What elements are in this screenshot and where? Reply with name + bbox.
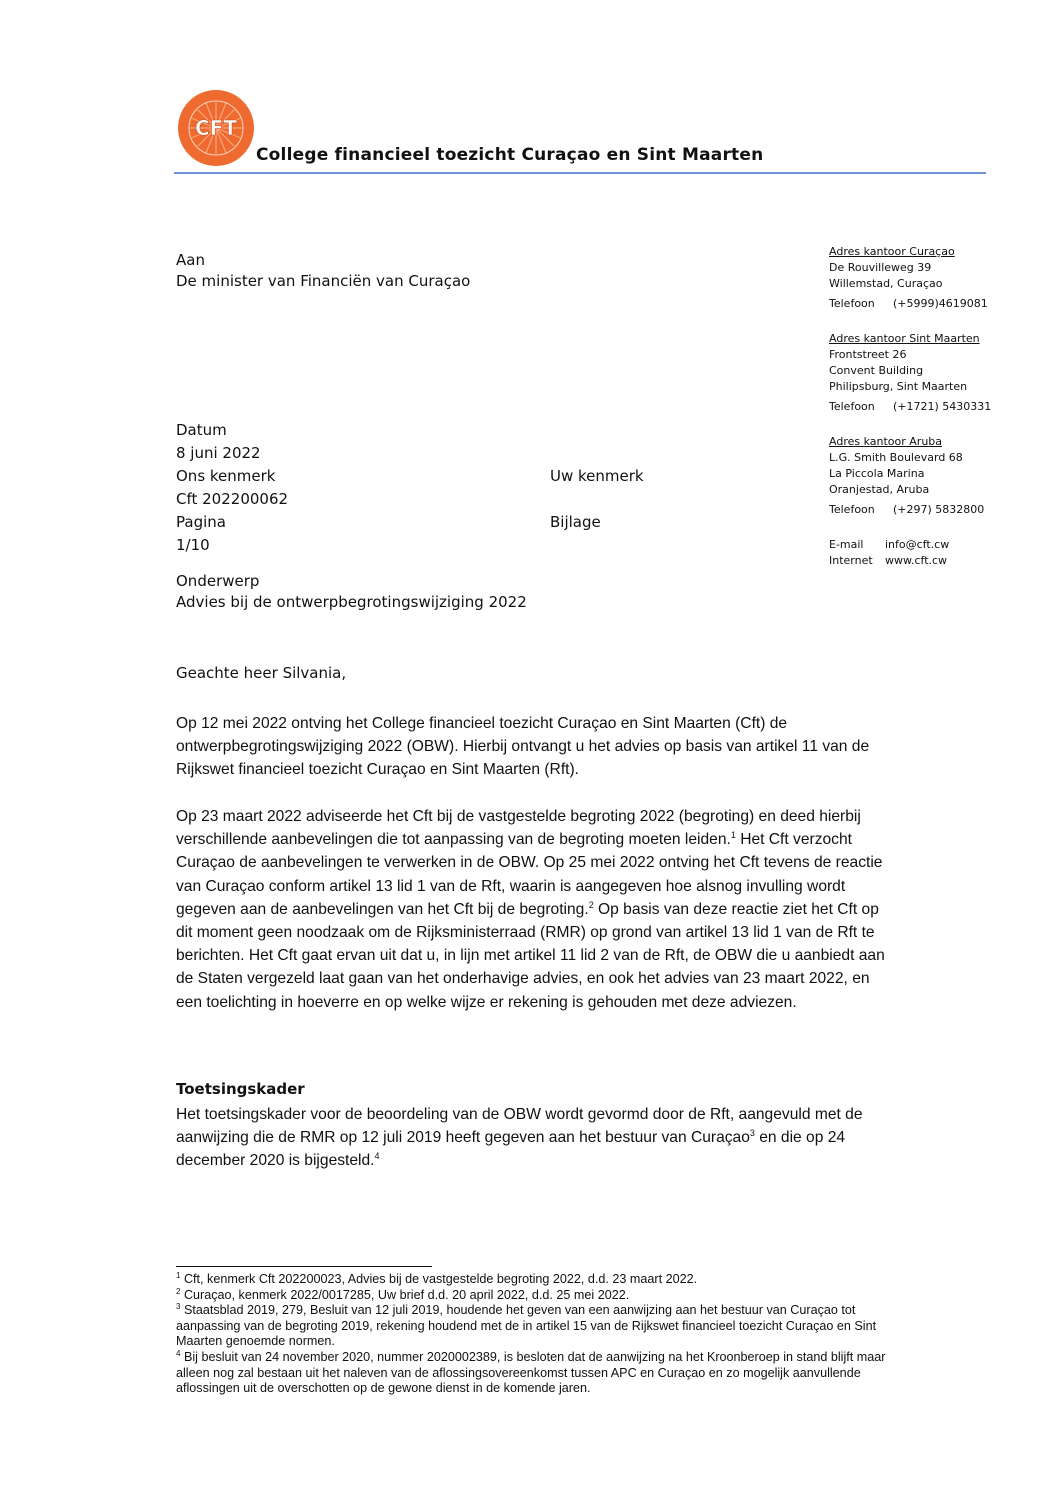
svg-text:CFT: CFT	[195, 116, 237, 140]
address-line: Frontstreet 26	[829, 348, 907, 361]
footnote-item: $^3$ Staatsblad 2019, 279, Besluit van 12 juli 2019, houdende het geven van een aanwijzing aan het bestuur van Curaçao tot aanpassing van de begroting 2019, rekening houdend met de in artikel 15 van de Rijkswet financieel toezicht Curaçao en Sint Maarten genoemde normen.	[176, 1302, 877, 1349]
attachment-label: Bijlage	[550, 513, 601, 531]
footnote-ref[interactable]: 4	[374, 1151, 380, 1162]
footnote-divider	[176, 1266, 432, 1267]
address-sint-maarten	[829, 331, 991, 415]
address-aruba	[829, 434, 984, 518]
recipient-block	[176, 250, 470, 292]
page-value: 1/10	[176, 536, 210, 554]
footnote-ref[interactable]: 3	[749, 1128, 755, 1139]
date-value: 8 juni 2022	[176, 444, 261, 462]
footnote-item: $^1$ Cft, kenmerk Cft 202200023, Advies bij de vastgestelde begroting 2022, d.d. 23 maart 2022.	[176, 1270, 698, 1286]
page-label: Pagina	[176, 513, 226, 531]
address-title: Adres kantoor Sint Maarten	[829, 332, 980, 345]
recipient-label: Aan	[176, 251, 205, 269]
footnote-item: $^2$ Curaçao, kenmerk 2022/0017285, Uw brief d.d. 20 april 2022, d.d. 25 mei 2022.	[176, 1286, 630, 1302]
internet-label: Internet	[829, 554, 873, 567]
your-ref-label: Uw kenmerk	[550, 467, 644, 485]
phone-label: Telefoon	[829, 400, 875, 413]
footnote-item: $^4$ Bij besluit van 24 november 2020, nummer 2020002389, is besloten dat de aanwijzing na het Kroonberoep in stand blijft maar alleen nog zal bestaan uit het naleven van de aflossingsovereenkomst tussen APC en Curaçao en zo mogelijk aanvullende aflossingen uit de overschotten op de gewone dienst in de komende jaren.	[176, 1348, 886, 1396]
recipient-name: De minister van Financiën van Curaçao	[176, 272, 471, 290]
paragraph-3: Het toetsingskader voor de beoordeling van de OBW wordt gevormd door de Rft, aangevuld met de aanwijzing die de RMR op 12 juli 2019 heeft gegeven aan het bestuur van Curaçao$^3$ en die op 24 december 2020 is bijgesteld.$^4$	[176, 1106, 863, 1170]
organization-name: College financieel toezicht Curaçao en Sint Maarten	[256, 145, 764, 165]
date-label: Datum	[176, 421, 227, 439]
phone-label: Telefoon	[829, 297, 875, 310]
phone-label: Telefoon	[829, 503, 875, 516]
our-ref-label: Ons kenmerk	[176, 467, 276, 485]
address-title: Adres kantoor Curaçao	[829, 245, 955, 258]
cft-logo	[176, 88, 256, 168]
address-line: La Piccola Marina	[829, 467, 925, 480]
address-line: Philipsburg, Sint Maarten	[829, 380, 968, 393]
website-link[interactable]: www.cft.cw	[885, 554, 948, 567]
paragraph-2: Op 23 maart 2022 adviseerde het Cft bij de vastgestelde begroting 2022 (begroting) en deed hierbij verschillende aanbevelingen die tot aanpassing van de begroting moeten leiden.$^1$ Het Cft verzocht Curaçao de aanbevelingen te verwerken in de OBW. Op 25 mei 2022 ontving het Cft tevens de reactie van Curaçao conform artikel 13 lid 1 van de Rft, waarin is aangegeven hoe alsnog invulling wordt gegeven aan de aanbevelingen van het Cft bij de begroting.$^2$ Op basis van deze reactie ziet het Cft op dit moment geen noodzaak om de Rijksministerraad (RMR) op grond van artikel 13 lid 1 van de Rft te berichten. Het Cft gaat ervan uit dat u, in lijn met artikel 11 lid 2 van de Rft, de OBW die u aanbiedt aan de Staten vergezeld laat gaan van het onderhavige advies, en ook het advies van 23 maart 2022, en een toelichting in hoeverre en op welke wijze er rekening is gehouden met deze adviezen.	[176, 808, 885, 1011]
header-divider	[174, 172, 986, 174]
phone-number: (+1721) 5430331	[893, 400, 992, 413]
phone-number: (+297) 5832800	[893, 503, 985, 516]
address-curacao	[829, 244, 988, 312]
contact-info	[829, 537, 949, 569]
email-link[interactable]: info@cft.cw	[885, 538, 950, 551]
address-line: Oranjestad, Aruba	[829, 483, 930, 496]
address-line: Convent Building	[829, 364, 924, 377]
our-ref-value: Cft 202200062	[176, 490, 289, 508]
email-label: E-mail	[829, 538, 864, 551]
subject-label: Onderwerp	[176, 572, 260, 590]
address-line: De Rouvilleweg 39	[829, 261, 932, 274]
footnote-ref[interactable]: 1	[730, 830, 736, 841]
section-heading: Toetsingskader	[176, 1080, 305, 1098]
paragraph-1: Op 12 mei 2022 ontving het College financieel toezicht Curaçao en Sint Maarten (Cft) de ontwerpbegrotingswijziging 2022 (OBW). Hierbij ontvangt u het advies op basis van artikel 11 van de Rijkswet financieel toezicht Curaçao en Sint Maarten (Rft).	[176, 715, 870, 779]
footnote-ref[interactable]: 2	[588, 899, 594, 910]
subject-value: Advies bij de ontwerpbegrotingswijziging 2022	[176, 593, 527, 611]
address-line: L.G. Smith Boulevard 68	[829, 451, 963, 464]
address-title: Adres kantoor Aruba	[829, 435, 943, 448]
greeting: Geachte heer Silvania,	[176, 664, 347, 682]
footnotes	[176, 1272, 896, 1397]
address-line: Willemstad, Curaçao	[829, 277, 943, 290]
letter-meta	[176, 419, 656, 613]
phone-number: (+5999)4619081	[893, 297, 988, 310]
